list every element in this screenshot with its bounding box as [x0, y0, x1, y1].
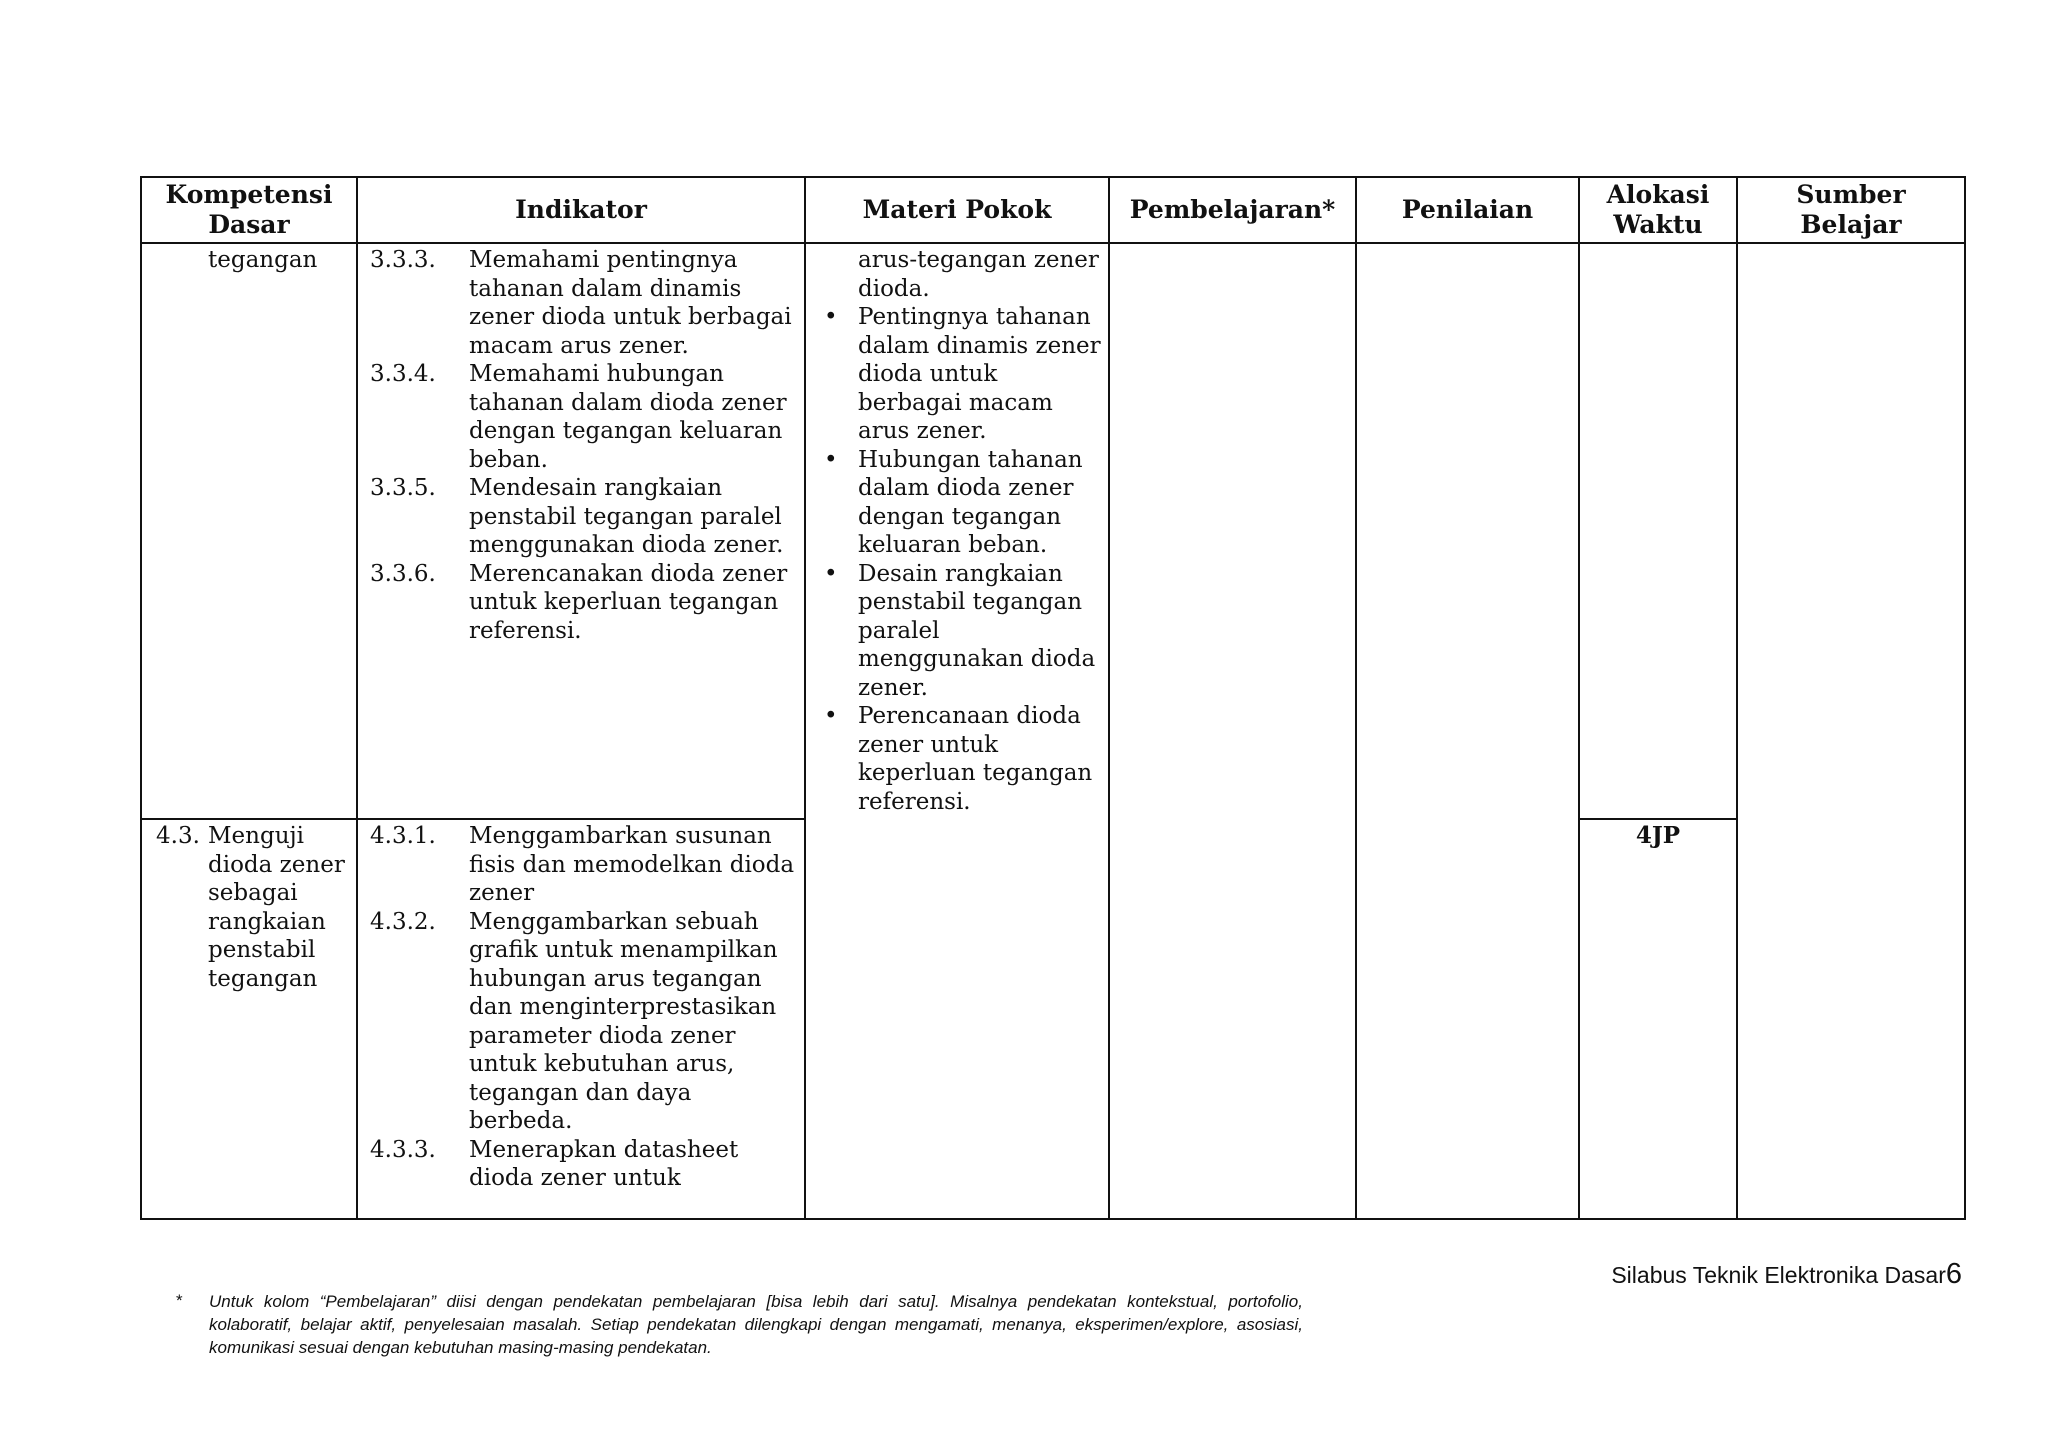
kd-number: 4.3.	[156, 823, 200, 849]
kd-cell	[141, 819, 357, 1219]
header-penilaian: Penilaian	[1356, 177, 1579, 243]
materi-item	[820, 560, 1102, 703]
header-pembelajaran: Pembelajaran*	[1109, 177, 1356, 243]
kd-text: Menguji dioda zener sebagai rangkaian penstabil tegangan	[208, 823, 345, 992]
alokasi-waktu-cell: 4JP	[1579, 819, 1737, 1219]
indicator-text: Merencanakan dioda zener untuk keperluan tegangan referensi.	[469, 560, 788, 644]
indicator-text: Menerapkan datasheet dioda zener untuk	[469, 1136, 739, 1191]
indicator-item	[370, 1136, 798, 1193]
materi-item	[820, 303, 1102, 446]
materi-text: Perencanaan dioda zener untuk keperluan tegangan referensi.	[858, 703, 1093, 815]
indicator-text: Menggambarkan sebuah grafik untuk menampilkan hubungan arus tegangan dan menginterprestasikan parameter dioda zener untuk kebutuhan arus, tegangan dan daya berbeda.	[469, 908, 778, 1134]
kd-continuation-text: tegangan	[208, 247, 318, 273]
indicator-number: 3.3.5.	[370, 475, 436, 501]
indicator-item	[370, 908, 798, 1136]
header-sumber-belajar: Sumber Belajar	[1737, 177, 1965, 243]
footnote-text: Untuk kolom “Pembelajaran” diisi dengan pendekatan pembelajaran [bisa lebih dari satu]. Misalnya pendekatan kontekstual, portofolio, kolaboratif, belajar aktif, penyelesaian masalah. Setiap pendekatan dilengkapi dengan mengamati, menanya, eksperimen/explore, asosiasi, komunikasi sesuai dengan kebutuhan masing-masing pendekatan.	[209, 1292, 1303, 1357]
pembelajaran-cell	[1109, 243, 1356, 1219]
table-header-row	[141, 177, 1965, 243]
footer-title: Silabus Teknik Elektronika Dasar	[1611, 1262, 1946, 1288]
syllabus-table	[140, 176, 1966, 1220]
indicator-item	[370, 560, 798, 646]
sumber-belajar-cell	[1737, 243, 1965, 1219]
bullet-icon: •	[824, 446, 838, 473]
indikator-cell	[357, 243, 805, 819]
kd-cell	[141, 243, 357, 819]
materi-item	[820, 446, 1102, 560]
kd-item	[156, 822, 350, 993]
materi-pokok-cell	[805, 243, 1109, 1219]
indicator-number: 3.3.4.	[370, 361, 436, 387]
bullet-icon: •	[824, 703, 838, 729]
indicator-number: 3.3.6.	[370, 560, 436, 587]
footnote-marker: *	[176, 1291, 183, 1310]
materi-continuation-text: arus-tegangan zener dioda.	[858, 247, 1099, 302]
indicator-number: 4.3.1.	[370, 823, 436, 849]
materi-text: Pentingnya tahanan dalam dinamis zener dioda untuk berbagai macam arus zener.	[858, 304, 1101, 444]
materi-text: Hubungan tahanan dalam dioda zener dengan tegangan keluaran beban.	[858, 446, 1083, 558]
indicator-item	[370, 474, 798, 560]
indicator-item	[370, 822, 798, 908]
header-materi-pokok: Materi Pokok	[805, 177, 1109, 243]
indicator-text: Memahami pentingnya tahanan dalam dinamis zener dioda untuk berbagai macam arus zener.	[469, 247, 792, 359]
indikator-cell	[357, 819, 805, 1219]
indicator-number: 3.3.3.	[370, 247, 436, 273]
bullet-icon: •	[824, 304, 838, 330]
indicator-text: Menggambarkan susunan fisis dan memodelkan dioda zener	[469, 823, 795, 906]
header-indikator: Indikator	[357, 177, 805, 243]
bullet-icon: •	[824, 560, 838, 587]
indicator-text: Memahami hubungan tahanan dalam dioda zener dengan tegangan keluaran beban.	[469, 361, 787, 473]
page-number: 6	[1945, 1258, 1962, 1290]
page-footer	[1611, 1258, 1962, 1291]
penilaian-cell	[1356, 243, 1579, 1219]
materi-text: Desain rangkaian penstabil tegangan paralel menggunakan dioda zener.	[858, 560, 1096, 701]
materi-item	[820, 702, 1102, 816]
alokasi-waktu-cell	[1579, 243, 1737, 819]
header-alokasi-waktu: Alokasi Waktu	[1579, 177, 1737, 243]
header-kompetensi-dasar: Kompetensi Dasar	[141, 177, 357, 243]
indicator-item	[370, 360, 798, 474]
indicator-item	[370, 246, 798, 360]
table-row	[141, 243, 1965, 819]
indicator-number: 4.3.3.	[370, 1136, 436, 1163]
indicator-text: Mendesain rangkaian penstabil tegangan paralel menggunakan dioda zener.	[469, 475, 784, 558]
indicator-number: 4.3.2.	[370, 908, 436, 935]
